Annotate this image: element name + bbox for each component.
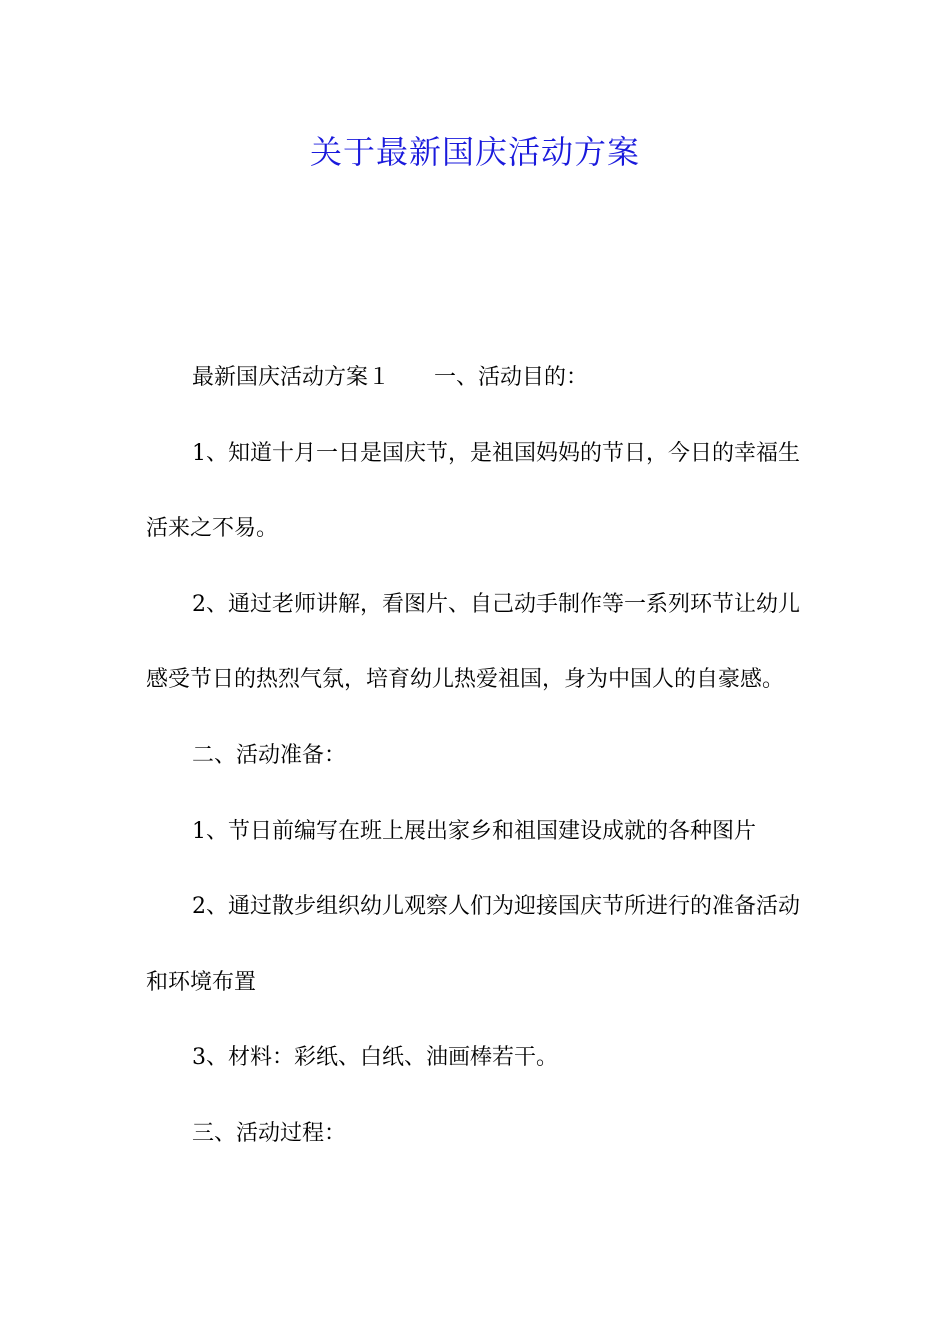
paragraph-prep-2: 2、通过散步组织幼儿观察人们为迎接国庆节所进行的准备活动和环境布置 [146,894,800,995]
paragraph-goal-2: 2、通过老师讲解，看图片、自己动手制作等一系列环节让幼儿感受节日的热烈气氛，培育幼儿热爱祖国，身为中国人的自豪感。 [146,591,800,693]
section-heading-preparation: 二、活动准备： [192,742,347,768]
section-heading-process: 三、活动过程： [192,1120,347,1146]
paragraph-plan-heading: 最新国庆活动方案１ 一、活动目的： [192,365,589,390]
paragraph-prep-1: 1、节日前编写在班上展出家乡和祖国建设成就的各种图片 [192,818,756,844]
document-body [146,340,810,1172]
paragraph-goal-1: 1、知道十月一日是国庆节，是祖国妈妈的节日，今日的幸福生活来之不易。 [146,440,800,542]
paragraph-prep-3: 3、材料：彩纸、白纸、油画棒若干。 [192,1045,558,1071]
document-title: 关于最新国庆活动方案 [309,133,640,171]
